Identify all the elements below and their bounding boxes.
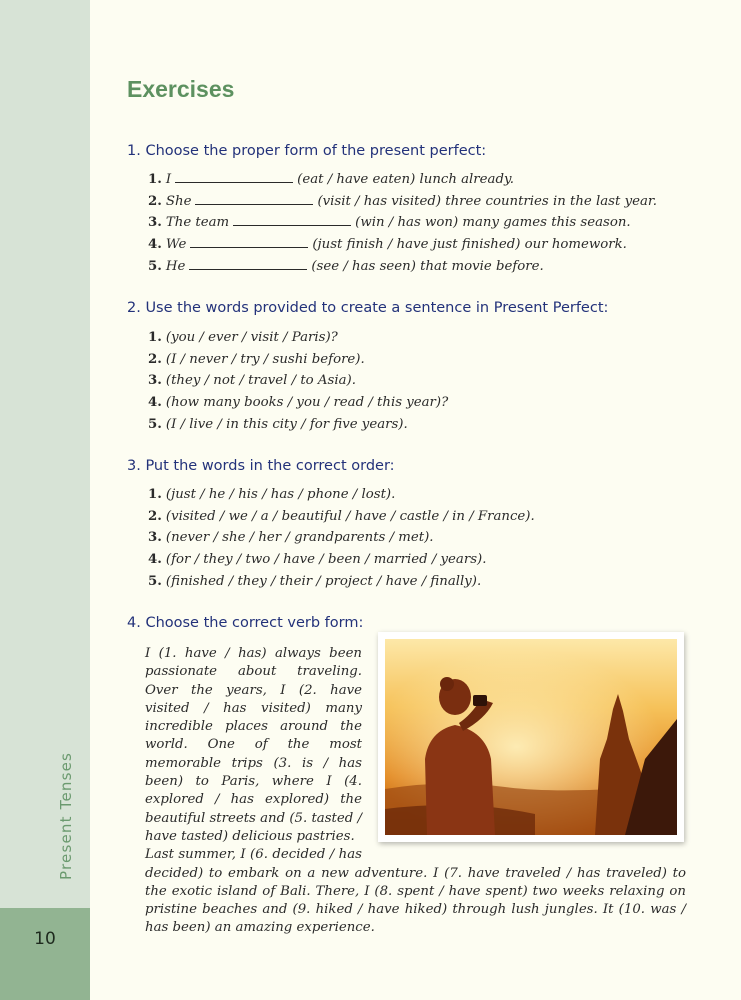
list-item: 4. (how many books / you / read / this year)? bbox=[148, 395, 449, 411]
page-number: 10 bbox=[34, 929, 56, 949]
exercise-3-heading: 3. Put the words in the correct order: bbox=[127, 458, 395, 474]
sidebar bbox=[0, 0, 90, 1000]
list-item: 3. (never / she / her / grandparents / met). bbox=[148, 530, 434, 546]
exercise-3-list bbox=[148, 484, 535, 592]
exercise-1-list bbox=[148, 169, 657, 277]
answer-blank bbox=[190, 235, 308, 248]
answer-blank bbox=[189, 257, 307, 270]
chapter-label: Present Tenses bbox=[57, 751, 75, 880]
travel-photo bbox=[378, 632, 684, 842]
sunset-traveler-illustration bbox=[385, 639, 677, 835]
list-item: 4. We (just finish / have just finished) our homework. bbox=[148, 237, 627, 253]
list-item: 2. She (visit / has visited) three countries in the last year. bbox=[148, 193, 657, 209]
list-item: 1. (just / he / his / has / phone / lost). bbox=[148, 487, 396, 502]
story-paragraph-2: Last summer, I (6. decided / has decided) to embark on a new adventure. I (7. have traveled / has traveled) to the exotic island of Bali. There, I (8. spent / have spent) two weeks relaxing on pristine beaches and (9. hiked / have hiked) through lush jungles. It (10. was / has been) an amazing experience. bbox=[145, 847, 686, 936]
list-item: 2. (I / never / try / sushi before). bbox=[148, 351, 365, 367]
list-item: 3. The team (win / has won) many games this season. bbox=[148, 215, 631, 231]
list-item: 1. (you / ever / visit / Paris)? bbox=[148, 330, 338, 345]
list-item: 5. (I / live / in this city / for five years). bbox=[148, 416, 408, 432]
list-item: 1. I (eat / have eaten) lunch already. bbox=[148, 172, 514, 187]
answer-blank bbox=[195, 192, 313, 205]
exercise-2-heading: 2. Use the words provided to create a sentence in Present Perfect: bbox=[127, 300, 609, 316]
page-number-tab bbox=[0, 908, 90, 1000]
list-item: 3. (they / not / travel / to Asia). bbox=[148, 373, 356, 389]
list-item: 5. He (see / has seen) that movie before. bbox=[148, 258, 544, 274]
exercise-1-heading: 1. Choose the proper form of the present perfect: bbox=[127, 143, 487, 159]
answer-blank bbox=[175, 170, 293, 183]
exercise-4-heading: 4. Choose the correct verb form: bbox=[127, 615, 364, 631]
answer-blank bbox=[233, 213, 351, 226]
story-paragraph-1: I (1. have / has) always been passionate about traveling. Over the years, I (2. have visited / has visited) many incredible places around the world. One of the most memorable trips (3. is / has been) to Paris, where I (4. explored / has explored) the beautiful streets and (5. tasted / have tasted) delicious pastries. bbox=[145, 646, 362, 844]
page-title: Exercises bbox=[127, 76, 235, 102]
exercise-2-list bbox=[148, 327, 448, 435]
list-item: 4. (for / they / two / have / been / married / years). bbox=[148, 552, 487, 568]
list-item: 2. (visited / we / a / beautiful / have / castle / in / France). bbox=[148, 508, 535, 524]
list-item: 5. (finished / they / their / project / have / finally). bbox=[148, 573, 482, 589]
